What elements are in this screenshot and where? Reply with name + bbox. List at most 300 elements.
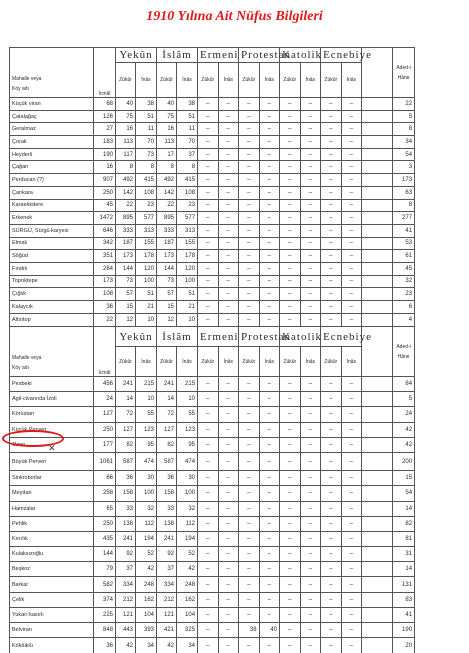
location-name: Ozan [10,437,94,452]
population-value: 435 [94,531,116,546]
empty-cell: – [341,123,362,136]
column-header-icmal: İcmâl [94,327,116,377]
column-group-header: Ecnebiye [321,48,362,63]
location-name: Kalaycık [10,301,94,314]
empty-cell: – [259,547,280,562]
table-row [10,313,451,326]
empty-cell: – [218,422,239,437]
location-name: Pehlik [10,516,94,531]
location-name: Fındık [10,262,94,275]
empty-cell: – [300,501,321,516]
empty-cell: – [198,638,219,653]
empty-cell: – [239,607,260,622]
column-subheader: Zükûr [116,347,136,377]
blank-cell [362,437,393,452]
table-row [10,174,451,187]
household-count: 173 [393,174,415,187]
empty-cell: – [341,577,362,592]
household-count: 8 [393,123,415,136]
empty-cell: – [259,262,280,275]
empty-cell: – [280,98,301,111]
header-label: Köy adı [12,86,29,92]
empty-cell: – [198,407,219,422]
empty-cell: – [321,224,342,237]
blank-cell [362,148,393,161]
empty-cell: – [218,516,239,531]
blank-cell [362,199,393,212]
table-row [10,199,451,212]
population-value: 37 [157,562,177,577]
blank-cell [362,301,393,314]
population-value: 73 [157,275,177,288]
population-value: 75 [157,110,177,123]
population-value: 225 [94,607,116,622]
blank-cell [362,471,393,486]
location-name: Altıntop [10,313,94,326]
blank-cell [362,250,393,263]
location-name: Barkar [10,577,94,592]
empty-cell: – [198,186,219,199]
empty-cell: – [239,262,260,275]
empty-cell: – [218,377,239,392]
location-name: Beşkoz [10,562,94,577]
empty-cell: – [280,199,301,212]
population-value: 30 [177,471,198,486]
population-value: 22 [94,313,116,326]
population-value: 492 [116,174,136,187]
table-row [10,516,451,531]
population-value: 95 [136,437,157,452]
empty-cell: – [239,547,260,562]
location-name: Çatalağaç [10,110,94,123]
population-value: 11 [177,123,198,136]
population-value: 127 [94,407,116,422]
empty-cell: – [341,623,362,638]
empty-cell: – [198,516,219,531]
population-value: 334 [157,577,177,592]
empty-cell: – [239,452,260,470]
location-name: Kırırlık [10,531,94,546]
location-name: Agil-civarında İzoli [10,392,94,407]
population-value: 112 [177,516,198,531]
household-count: 31 [393,547,415,562]
blank-cell [362,452,393,470]
table-row [10,301,451,314]
empty-cell: – [198,623,219,638]
empty-cell: – [321,501,342,516]
household-count: 54 [393,486,415,501]
population-value: 342 [94,237,116,250]
empty-cell: – [259,501,280,516]
household-count: 45 [393,262,415,275]
empty-cell: – [259,199,280,212]
population-value: 92 [157,547,177,562]
empty-cell: – [300,407,321,422]
table-row [10,471,451,486]
population-value: 895 [116,212,136,225]
empty-cell: – [321,623,342,638]
empty-cell: – [300,212,321,225]
empty-cell: – [341,98,362,111]
empty-cell: – [259,148,280,161]
table-row [10,638,451,653]
empty-cell: – [218,592,239,607]
population-value: 51 [136,110,157,123]
population-value: 10 [177,392,198,407]
empty-cell: – [321,486,342,501]
column-subheader: İnâs [259,63,280,98]
population-value: 14 [157,392,177,407]
column-header-location [10,327,94,377]
population-value: 36 [94,301,116,314]
column-group-header: Yekûn [116,48,157,63]
empty-cell: – [239,199,260,212]
population-value: 42 [157,638,177,653]
population-value: 241 [116,377,136,392]
empty-cell: – [198,607,219,622]
population-value: 421 [157,623,177,638]
empty-cell: – [280,547,301,562]
population-value: 38 [136,98,157,111]
population-value: 123 [136,422,157,437]
column-subheader: Zükûr [157,63,177,98]
household-count: 200 [393,452,415,470]
population-value: 155 [177,237,198,250]
population-value: 36 [157,471,177,486]
population-table-1 [9,47,451,326]
population-value: 70 [136,136,157,149]
population-value: 23 [136,199,157,212]
empty-cell: – [321,437,342,452]
empty-cell: – [300,592,321,607]
household-count: 6 [393,301,415,314]
location-name: SÜRGÜ, Sürgü karyesi [10,224,94,237]
empty-cell: – [321,422,342,437]
empty-cell: – [218,250,239,263]
empty-cell: – [239,186,260,199]
empty-cell: – [321,123,342,136]
population-value: 178 [177,250,198,263]
population-value: 848 [94,623,116,638]
population-value: 8 [177,161,198,174]
empty-cell: – [300,148,321,161]
table-row [10,607,451,622]
column-group-header: İslâm [157,327,198,347]
household-count: 14 [393,501,415,516]
population-value: 215 [136,377,157,392]
population-value: 142 [116,186,136,199]
population-value: 55 [136,407,157,422]
empty-cell: – [218,186,239,199]
blank-cell [362,174,393,187]
population-value: 907 [94,174,116,187]
empty-cell: – [341,174,362,187]
empty-cell: – [280,392,301,407]
household-count: 14 [393,562,415,577]
table-row [10,224,451,237]
empty-cell: – [198,486,219,501]
empty-cell: – [280,237,301,250]
population-table-2 [9,326,451,653]
blank-cell [362,638,393,653]
empty-cell: – [218,212,239,225]
table-row [10,288,451,301]
population-value: 37 [116,562,136,577]
empty-cell: – [198,547,219,562]
location-name: Belviran [10,623,94,638]
empty-cell: – [321,531,342,546]
empty-cell: – [300,237,321,250]
location-name: Büyük Perveri [10,452,94,470]
population-value: 27 [94,123,116,136]
empty-cell: – [218,98,239,111]
empty-cell: – [321,262,342,275]
empty-cell: – [259,237,280,250]
location-name: Çağan [10,161,94,174]
empty-cell: – [341,288,362,301]
empty-cell: – [280,288,301,301]
empty-cell: – [280,531,301,546]
table-row [10,250,451,263]
population-value: 51 [177,288,198,301]
location-name: Çorak [10,136,94,149]
population-value: 474 [177,452,198,470]
empty-cell: – [218,547,239,562]
population-value: 92 [116,547,136,562]
population-value: 36 [116,471,136,486]
population-value: 8 [116,161,136,174]
table-row [10,161,451,174]
empty-cell: – [218,501,239,516]
population-value: 333 [157,224,177,237]
empty-cell: – [321,516,342,531]
empty-cell: – [239,638,260,653]
population-value: 14 [116,392,136,407]
population-value: 194 [136,531,157,546]
population-value: 42 [177,562,198,577]
blank-cell [362,562,393,577]
empty-cell: – [198,288,219,301]
empty-cell: – [198,392,219,407]
blank-cell [362,186,393,199]
empty-cell: – [341,452,362,470]
empty-cell: – [239,531,260,546]
population-value: 248 [177,577,198,592]
empty-cell: – [218,392,239,407]
population-value: 34 [136,638,157,653]
population-value: 241 [157,531,177,546]
population-value: 34 [177,638,198,653]
empty-cell: – [239,275,260,288]
population-value: 173 [157,250,177,263]
empty-cell: – [300,562,321,577]
empty-cell: – [341,224,362,237]
empty-cell: – [280,577,301,592]
population-value: 10 [177,313,198,326]
empty-cell: – [300,547,321,562]
empty-cell: – [280,262,301,275]
population-value: 75 [116,110,136,123]
blank-cell [362,501,393,516]
empty-cell: – [259,592,280,607]
population-value: 72 [157,407,177,422]
empty-cell: – [341,148,362,161]
empty-cell: – [321,212,342,225]
population-value: 16 [157,123,177,136]
empty-cell: – [259,516,280,531]
empty-cell: – [198,275,219,288]
empty-cell: – [198,577,219,592]
empty-cell: – [341,161,362,174]
empty-cell: – [218,110,239,123]
empty-cell: – [259,275,280,288]
population-value: 415 [136,174,157,187]
empty-cell: – [198,148,219,161]
location-name: Körüstan [10,407,94,422]
population-value: 1061 [94,452,116,470]
empty-cell: – [259,110,280,123]
population-value: 79 [94,562,116,577]
population-value: 187 [157,237,177,250]
empty-cell: – [321,237,342,250]
blank-cell [362,422,393,437]
population-value: 127 [157,422,177,437]
empty-cell: – [341,301,362,314]
population-value: 351 [94,250,116,263]
population-value: 8 [136,161,157,174]
empty-cell: – [341,531,362,546]
population-value: 82 [157,437,177,452]
empty-cell: – [239,501,260,516]
population-value: 250 [94,516,116,531]
population-value: 587 [116,452,136,470]
empty-cell: – [280,562,301,577]
empty-cell: – [198,501,219,516]
population-value: 104 [136,607,157,622]
population-value: 264 [94,262,116,275]
population-value: 144 [157,262,177,275]
table-row [10,501,451,516]
population-value: 155 [136,237,157,250]
empty-cell: – [218,452,239,470]
population-value: 215 [177,377,198,392]
population-value: 212 [157,592,177,607]
blank-cell [362,237,393,250]
population-value: 15 [116,301,136,314]
empty-cell: – [280,422,301,437]
blank-cell [362,288,393,301]
population-value: 325 [177,623,198,638]
population-value: 100 [136,486,157,501]
column-subheader: İnâs [341,63,362,98]
empty-cell: – [280,174,301,187]
population-value: 22 [116,199,136,212]
household-count: 53 [393,237,415,250]
blank-cell [362,516,393,531]
empty-cell: – [341,407,362,422]
blank-cell [362,377,393,392]
column-group-header: Ermeni [198,48,239,63]
population-value: 162 [136,592,157,607]
empty-cell: – [280,516,301,531]
household-count: 41 [393,607,415,622]
blank-cell [362,224,393,237]
empty-cell: – [259,186,280,199]
empty-cell: – [341,471,362,486]
empty-cell: – [341,562,362,577]
population-value: 51 [136,288,157,301]
population-value: 474 [136,452,157,470]
population-value: 415 [177,174,198,187]
population-value: 187 [116,237,136,250]
population-value: 313 [177,224,198,237]
population-value: 577 [177,212,198,225]
empty-cell: – [321,471,342,486]
empty-cell: – [300,275,321,288]
empty-cell: – [321,452,342,470]
header-label: Hâne [397,74,410,81]
empty-cell: – [321,161,342,174]
empty-cell: – [321,110,342,123]
empty-cell: – [198,562,219,577]
empty-cell: – [280,313,301,326]
empty-cell: – [341,501,362,516]
empty-cell: – [321,562,342,577]
population-value: 104 [177,607,198,622]
empty-cell: – [259,607,280,622]
empty-cell: – [321,250,342,263]
empty-cell: – [280,136,301,149]
blank-cell [362,110,393,123]
empty-cell: – [259,531,280,546]
column-subheader: Zükûr [116,63,136,98]
empty-cell: – [198,98,219,111]
population-value: 12 [116,313,136,326]
household-count: 63 [393,186,415,199]
column-group-header: Protestan [239,327,280,347]
location-name: Köklüklü [10,638,94,653]
empty-cell: – [300,110,321,123]
population-value: 65 [94,501,116,516]
population-value: 15 [157,301,177,314]
population-value: 587 [157,452,177,470]
population-value: 393 [136,623,157,638]
empty-cell: – [300,471,321,486]
empty-cell: – [280,123,301,136]
population-value: 33 [157,501,177,516]
population-value: 138 [157,516,177,531]
empty-cell: – [341,136,362,149]
population-value: 895 [157,212,177,225]
household-count: 34 [393,136,415,149]
household-count: 54 [393,148,415,161]
empty-cell: – [341,638,362,653]
empty-cell: – [239,577,260,592]
empty-cell: – [321,136,342,149]
empty-cell: – [239,592,260,607]
location-name: Çankara [10,186,94,199]
empty-cell: – [321,174,342,187]
location-name: Heyderli [10,148,94,161]
empty-cell: – [259,174,280,187]
column-header-icmal: İcmâl [94,48,116,98]
empty-cell: – [321,186,342,199]
location-name: Karaelıkdere [10,199,94,212]
empty-cell: – [239,174,260,187]
population-value: 127 [116,422,136,437]
population-value: 120 [177,262,198,275]
population-value: 313 [136,224,157,237]
